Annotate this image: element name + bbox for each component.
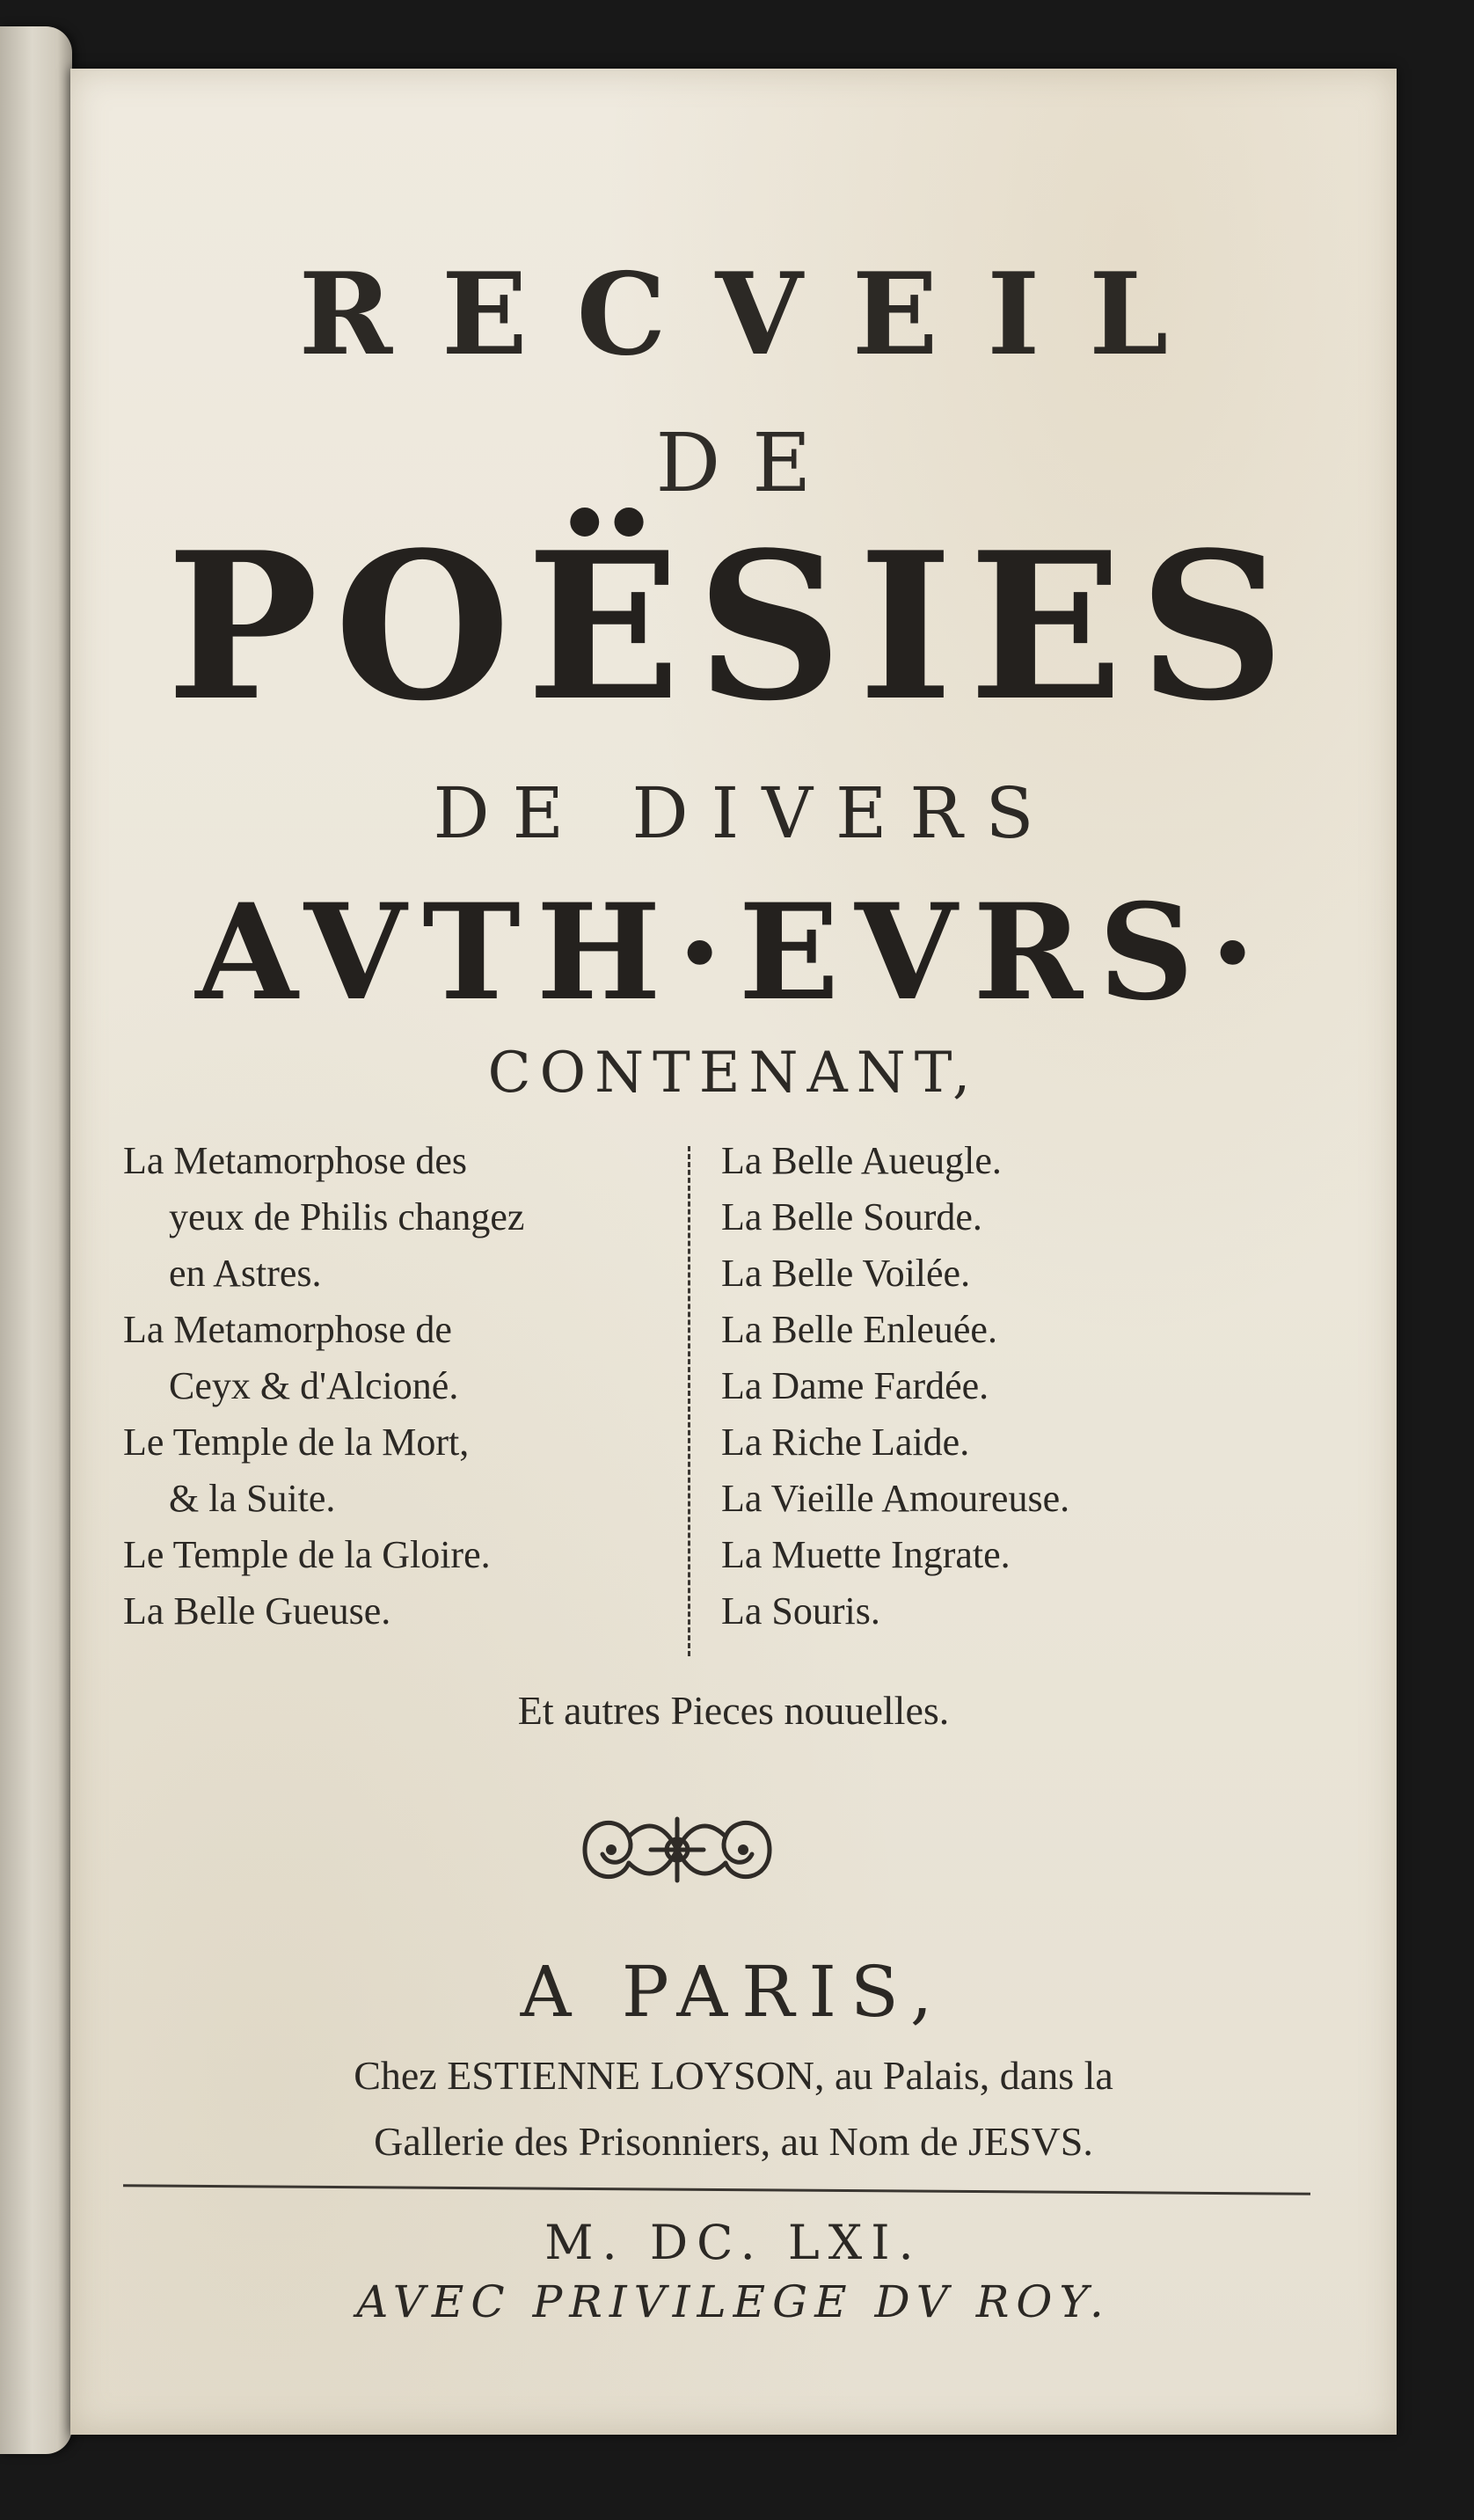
contents-item: La Belle Voilée.: [721, 1252, 971, 1295]
column-divider: [688, 1146, 690, 1656]
imprint-address: Gallerie des Prisonniers, au Nom de JESVS.: [374, 2119, 1093, 2164]
horizontal-rule: [123, 2184, 1310, 2195]
fleuron-ornament-icon: [576, 1801, 778, 1898]
title-page: [70, 69, 1397, 2435]
imprint-privilege: AVEC PRIVILEGE DV ROY.: [356, 2276, 1111, 2327]
contents-item: La Souris.: [721, 1589, 880, 1633]
contents-item: La Muette Ingrate.: [721, 1533, 1011, 1576]
contents-item: & la Suite.: [169, 1477, 336, 1520]
contents-text: La Metamorphose des: [123, 1139, 467, 1182]
adjoining-page-edge: [0, 26, 72, 2454]
contents-item: Le Temple de la Gloire.: [123, 1533, 491, 1576]
contents-item: Le Temple de la Mort,: [123, 1421, 470, 1464]
contents-item: La Dame Fardée.: [721, 1364, 989, 1407]
title-recueil: RECVEIL: [298, 249, 1218, 381]
contents-item: La Belle Sourde.: [721, 1195, 982, 1238]
imprint-city: A PARIS,: [520, 1951, 947, 2033]
contents-item: Ceyx & d'Alcioné.: [169, 1364, 459, 1407]
contents-item: yeux de Philis changez: [169, 1195, 525, 1238]
title-autheurs: AVTH·EVRS·: [195, 875, 1272, 1030]
other-pieces-line: Et autres Pieces nouuelles.: [517, 1688, 950, 1733]
contents-item: La Belle Enleuée.: [721, 1308, 997, 1351]
contents-right-column: [721, 1133, 1337, 1640]
title-de: DE: [655, 416, 843, 510]
contents-item: [123, 1133, 739, 1189]
contents-item: La Metamorphose de: [123, 1308, 452, 1351]
contents-item: La Vieille Amoureuse.: [721, 1477, 1070, 1520]
imprint-date: M. DC. LXI.: [544, 2215, 923, 2270]
contents-left-column: [123, 1133, 739, 1640]
contents-item: La Belle Gueuse.: [123, 1589, 391, 1633]
imprint-printer: Chez ESTIENNE LOYSON, au Palais, dans la: [354, 2053, 1113, 2098]
title-de-divers: DE DIVERS: [433, 772, 1057, 854]
title-contenant: CONTENANT,: [487, 1041, 980, 1106]
title-poesies: POËSIES: [166, 508, 1301, 746]
contents-item: La Riche Laide.: [721, 1421, 970, 1464]
contents-item: La Belle Aueugle.: [721, 1139, 1002, 1182]
contents-item: en Astres.: [169, 1252, 322, 1295]
